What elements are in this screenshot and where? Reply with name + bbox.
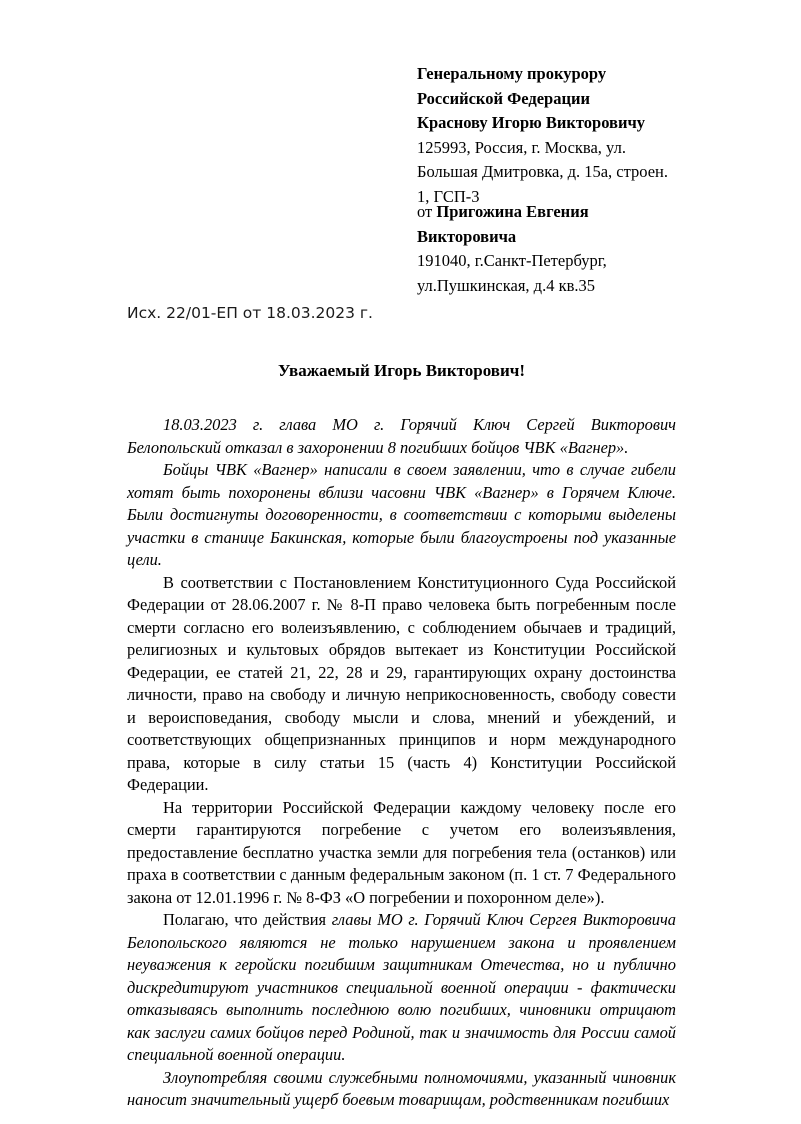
outgoing-reference: Исх. 22/01-ЕП от 18.03.2023 г. xyxy=(127,304,373,322)
addressee-block xyxy=(417,62,679,209)
paragraph-3: В соответствии с Постановлением Конституционного Суда Российской Федерации от 28.06.2007 г. № 8-П право человека быть погребенным после смерти согласно его волеизъявлению, с соблюдением обычаев и традиций, религиозных и культовых обрядов вытекает из Конституции Российской Федерации, ее статей 21, 22, 28 и 29, гарантирующих охрану достоинства личности, право на свободу и личную неприкосновенность, свободу совести и вероисповедания, свободу мысли и слова, мнений и убеждений, и соответствующих общепризнанных принципов и норм международного права, которые в силу статьи 15 (часть 4) Конституции Российской Федерации. xyxy=(127,572,676,794)
document-body xyxy=(127,414,676,1112)
salutation: Уважаемый Игорь Викторович! xyxy=(277,361,526,380)
addressee-address: 125993, Россия, г. Москва, ул. Большая Дмитровка, д. 15а, строен. 1, ГСП-3 xyxy=(417,137,669,206)
sender-block xyxy=(417,200,687,298)
sender-name: Пригожина Евгения Викторовича xyxy=(417,202,589,246)
sender-name-line xyxy=(417,200,687,249)
paragraph-5-emphasis: главы МО г. Горячий Ключ Сергея Викторовича Белопольского являются не только нарушением закона и проявлением неуважения к геройски погибшим защитникам Отечества, но и публично дискредитируют участников специальной военной операции - фактически отказываясь выполнить последнюю волю погибших, чиновники отрицают как заслуги самих бойцов перед Родиной, так и значимость для России самой специальной военной операции. xyxy=(127,910,676,1064)
paragraph-1: 18.03.2023 г. глава МО г. Горячий Ключ Сергей Викторович Белопольский отказал в захоронении 8 погибших бойцов ЧВК «Вагнер». xyxy=(127,415,676,457)
sender-from-prefix: от xyxy=(417,202,437,221)
paragraph-2: Бойцы ЧВК «Вагнер» написали в своем заявлении, что в случае гибели хотят быть похоронены вблизи часовни ЧВК «Вагнер» в Горячем Ключе. Были достигнуты договоренности, в соответствии с которыми выделены участки в станице Бакинская, которые были благоустроены под указанные цели. xyxy=(127,460,676,569)
sender-address-line-1: 191040, г.Санкт-Петербург, xyxy=(417,251,607,270)
addressee-office: Генеральному прокурору Российской Федерации xyxy=(417,64,607,108)
paragraph-6: Злоупотребляя своими служебными полномочиями, указанный чиновник наносит значительный ущерб боевым товарищам, родственникам погибших xyxy=(127,1067,676,1109)
addressee-name: Краснову Игорю Викторовичу xyxy=(417,113,646,132)
paragraph-5-lead: Полагаю, что действия xyxy=(163,910,332,929)
paragraph-4: На территории Российской Федерации каждому человеку после его смерти гарантируются погребение с учетом его волеизъявления, предоставление бесплатно участка земли для погребения тела (останков) или праха в соответствии с данным федеральным законом (п. 1 ст. 7 Федерального закона от 12.01.1996 г. № 8-ФЗ «О погребении и похоронном деле»). xyxy=(127,797,676,907)
sender-address-line-2: ул.Пушкинская, д.4 кв.35 xyxy=(417,275,596,295)
paragraph-5 xyxy=(127,909,676,1067)
